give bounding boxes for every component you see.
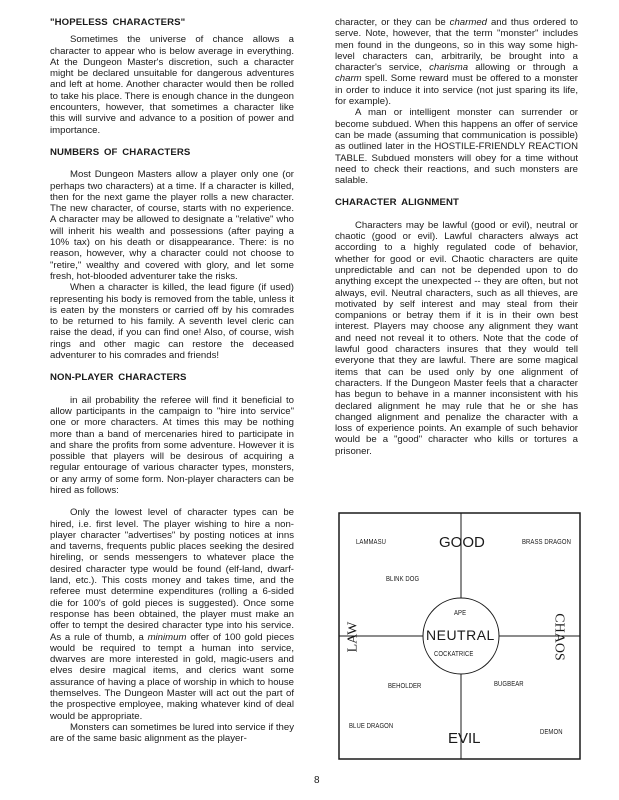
label-chaos: CHAOS	[551, 613, 567, 661]
left-column	[50, 17, 294, 745]
label-neutral: NEUTRAL	[426, 627, 495, 643]
paragraph-npc-2: Only the lowest level of character types can be hired, i.e. first level. The player wishing to hire a non-player character "advertises" by posting notices at inns and taverns, frequents public places seeking the desired hireling, or sends messengers to whatever place the desired character type would be found (elf-land, dwarf-land, etc.). This costs money and takes time, and the referee must determine expenditures (rolling a 6-sided die for 100's of gold pieces is suggested). Once some response has been obtained, the player must make an offer to tempt the desired character type into his service. As a rule of thumb, a minimum offer of 100 gold pieces would be required to tempt a human into service, dwarves are more interested in gold, magic-users and elves desire magical items, and clerics want some assurance of having a place of worship in which to house themselves. The Dungeon Master will act out the part of the prospective employee, making whatever kind of deal would be appropriate.	[50, 507, 295, 722]
creature-ape: APE	[454, 610, 467, 617]
label-law: LAW	[345, 621, 361, 653]
paragraph-alignment: Characters may be lawful (good or evil), neutral or chaotic (good or evil). Lawful characters always act according to a highly regulated code of behavior, whether for good or evil. Chaotic characters are quite unpredictable and can not be depended upon to do anything except the unexpected -- they are often, but not always, evil. Neutral characters, such as all thieves, are motivated by self interest and may steal from their companions or betray them if it is in their own best interest. Players may choose any alignment they want and need not reveal it to others. Note that the code of lawful good characters insures that they would tell everyone that they are lawful. There are some magical items that can be used only by one alignment of characters. If the Dungeon Master feels that a character has begun to behave in a manner inconsistent with his declared alignment he may rule that he or she has changed alignment and penalize the character with a loss of experience points. An example of such behavior would be a "good" character who kills or tortures a prisoner.	[335, 219, 578, 457]
page-number: 8	[314, 775, 320, 786]
label-good: GOOD	[439, 534, 485, 551]
right-column	[335, 17, 578, 457]
heading-character-alignment: CHARACTER ALIGNMENT	[335, 197, 459, 209]
alignment-diagram	[338, 512, 581, 760]
heading-non-player-characters: NON-PLAYER CHARACTERS	[50, 372, 187, 384]
creature-bugbear: BUGBEAR	[494, 681, 524, 688]
paragraph-surrender: A man or intelligent monster can surrender or become subdued. When this happens an offer of service can be made (assuming that communication is possible) as outlined later in the HOSTILE-FRIENDLY REACTION TABLE. Subdued monsters will obey for a time without need to check their reactions, and such monsters are salable.	[335, 107, 578, 187]
paragraph-npc-3: Monsters can sometimes be lured into service if they are of the same basic alignment as the player-	[50, 721, 294, 745]
heading-numbers-of-characters: NUMBERS OF CHARACTERS	[50, 146, 191, 158]
creature-cockatrice: COCKATRICE	[434, 651, 474, 658]
creature-demon: DEMON	[540, 729, 563, 736]
creature-lammasu: LAMMASU	[356, 539, 387, 546]
creature-brass-dragon: BRASS DRAGON	[522, 539, 571, 546]
heading-hopeless-characters: "HOPELESS CHARACTERS"	[50, 17, 186, 28]
paragraph-numbers-1: Most Dungeon Masters allow a player only one (or perhaps two characters) at a time. If a character is killed, then for the next game the player rolls a new character. The new character, of course, starts with no experience. A character may be allowed to designate a "relative" who will inherit his wealth and possessions (after paying a 10% tax) on his death or disappearance. There: is no reason, however, why a character could not choose to "retire," wealthy and covered with glory, and let some fresh, hot-blooded adventurer take the risks.	[50, 169, 294, 282]
paragraph-numbers-2: When a character is killed, the lead figure (if used) representing his body is removed from the table, unless it is eaten by the monsters or carried off by his comrades to be returned to his family. A seventh level cleric can raise the dead, if you can find one! Also, of course, wish rings and other magic can restore the deceased adventurer to his comrades and friends!	[50, 282, 294, 362]
paragraph-npc-continued: character, or they can be charmed and thus ordered to serve. Note, however, that the term "monster" includes men found in the dungeons, so in this way some high-level characters can, arbitrarily, be brought into a character's service, charisma allowing or through a charm spell. Some reward must be offered to a monster in order to induce it into service (not just sparing its life, for example).	[335, 17, 578, 108]
label-evil: EVIL	[448, 730, 481, 747]
creature-beholder: BEHOLDER	[388, 683, 422, 690]
creature-blue-dragon: BLUE DRAGON	[349, 723, 394, 730]
paragraph-hopeless: Sometimes the universe of chance allows a character to appear who is below average in everything. At the Dungeon Master's discretion, such a character might be declared unsuitable for dangerous adventures and left at home. Another character would then be rolled to take his place. There is enough chance in the dungeon encounters, however, that sometimes a character like this will survive and advance to a position of power and importance.	[50, 34, 294, 136]
paragraph-npc-1: in ail probability the referee will find it beneficial to allow participants in the campaign to "hire into service" one or more characters. At times this may be nothing more than a band of mercenaries hired to participate in and share the profits from some adventure. However it is possible that players will be desirous of acquiring a regular entourage of various character types, monsters, or any army of some form. Non-player characters can be hired as follows:	[50, 394, 294, 496]
creature-blink-dog: BLINK DOG	[386, 576, 420, 583]
